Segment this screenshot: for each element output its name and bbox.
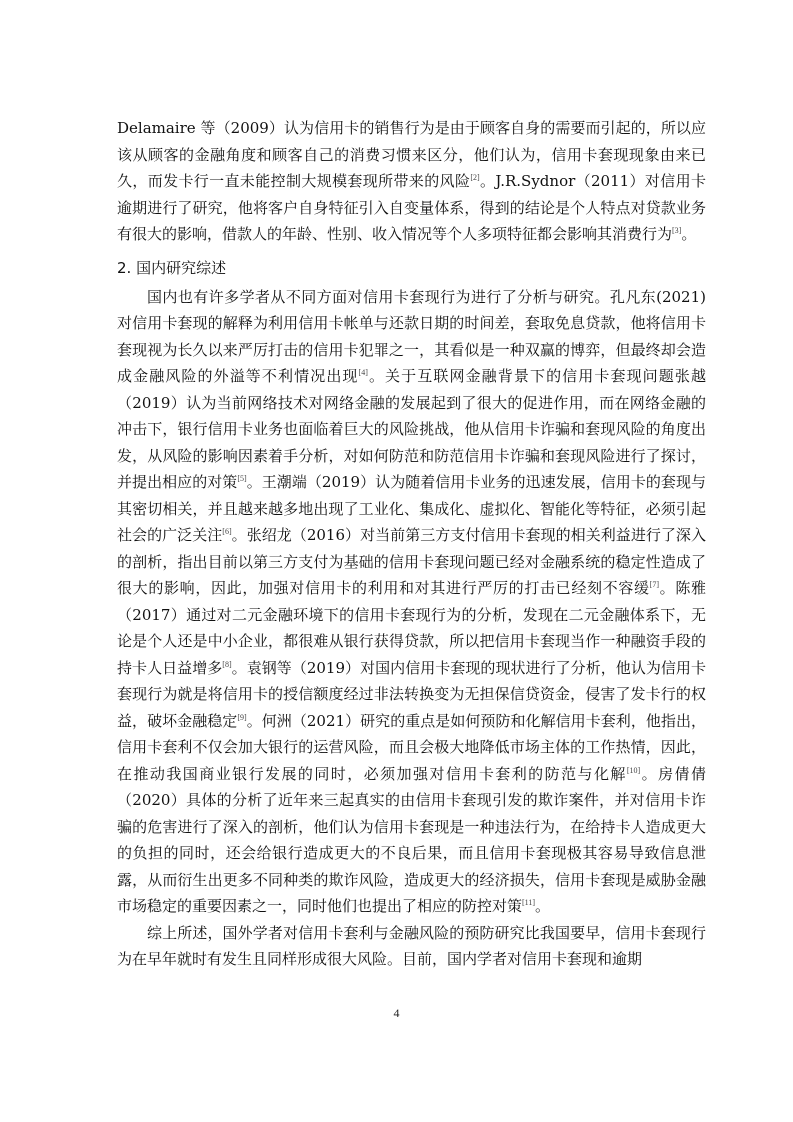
paragraph xyxy=(117,115,706,248)
text-run: 。陈雅（2017）通过对二元金融环境下的信用卡套现行为的分析，发现在二元金融体系下，无论是个人还是中小企业，都很难从银行获得贷款，所以把信用卡套现当作一种融资手段的持卡人日益增多 xyxy=(117,579,706,677)
text-run: 。袁钢等（2019）对国内信用卡套现的现状进行了分析，他认为信用卡套现行为就是将信用卡的授信额度经过非法转换变为无担保信贷资金，侵害了发卡行的权益，破坏金融稳定 xyxy=(117,658,706,730)
text-run: 国内也有许多学者从不同方面对信用卡套现行为进行了分析与研究。孔凡东(2021)对信用卡套现的解释为利用信用卡帐单与还款日期的时间差，套取免息贷款，他将信用卡套现视为长久以来严厉打击的信用卡犯罪之一，其看似是一种双赢的博弈，但最终却会造成金融风险的外溢等不利情况出现 xyxy=(117,287,706,385)
text-run: 。王潮端（2019）认为随着信用卡业务的迅速发展，信用卡的套现与其密切相关，并且越来越多地出现了工业化、集成化、虚拟化、智能化等特征，必须引起社会的广泛关注 xyxy=(117,473,706,544)
citation-ref: [10] xyxy=(626,765,641,775)
text-run: 。何洲（2021）研究的重点是如何预防和化解信用卡套利，他指出，信用卡套利不仅会加大银行的运营风险，而且会极大地降低市场主体的工作热情，因此，在推动我国商业银行发展的同时，必须加强对信用卡套利的防范与化解 xyxy=(117,711,706,783)
citation-ref: [6] xyxy=(222,527,232,536)
page-number: 4 xyxy=(393,1006,400,1020)
citation-ref: [3] xyxy=(672,226,682,235)
text-run: 。房倩倩（2020）具体的分析了近年来三起真实的由信用卡套现引发的欺诈案件，并对信用卡诈骗的危害进行了深入的剖析，他们认为信用卡套现是一种违法行为，在给持卡人造成更大的负担的同时，还会给银行造成更大的不良后果，而且信用卡套现极其容易导致信息泄露，从而衍生出更多不同种类的欺诈风险，造成更大的经济损失，信用卡套现是威胁金融市场稳定的重要因素之一，同时他们也提出了相应的防控对策 xyxy=(117,764,706,915)
body-text xyxy=(117,115,706,973)
citation-ref: [2] xyxy=(470,173,480,182)
citation-ref: [8] xyxy=(222,659,232,669)
text-run: 。张绍龙（2016）对当前第三方支付信用卡套现的相关利益进行了深入的剖析，指出目前以第三方支付为基础的信用卡套现问题已经对金融系统的稳定性造成了很大的影响，因此，加强对信用卡的利用和对其进行严厉的打击已经刻不容缓 xyxy=(117,526,706,597)
text-run: 综上所述，国外学者对信用卡套利与金融风险的预防研究比我国要早，信用卡套现行为在早年就时有发生且同样形成很大风险。目前，国内学者对信用卡套现和逾期 xyxy=(117,923,706,968)
text-run: 。关于互联网金融背景下的信用卡套现问题张越（2019）认为当前网络技术对网络金融的发展起到了很大的促进作用，而在网络金融的冲击下，银行信用卡业务也面临着巨大的风险挑战，他从信用卡诈骗和套现风险的角度出发，从风险的影响因素着手分析，对如何防范和防范信用卡诈骗和套现风险进行了探讨，并提出相应的对策 xyxy=(117,367,706,491)
text-run: 。 xyxy=(535,897,551,915)
text-run: Delamaire 等（2009）认为信用卡的销售行为是由于顾客自身的需要而引起的，所以应该从顾客的金融角度和顾客自己的消费习惯来区分，他们认为，信用卡套现现象由来已久，而发卡行一直未能控制大规模套现所带来的风险 xyxy=(117,119,706,190)
citation-ref: [5] xyxy=(237,474,247,483)
citation-ref: [11] xyxy=(522,898,536,907)
section-heading: 2. 国内研究综述 xyxy=(117,258,227,277)
paragraph xyxy=(117,920,706,973)
citation-ref: [7] xyxy=(649,580,659,589)
citation-ref: [4] xyxy=(358,368,368,377)
citation-ref: [9] xyxy=(237,712,247,722)
paragraph xyxy=(117,284,706,920)
text-run: 。 xyxy=(681,225,697,243)
text-run: 。J.R.Sydnor（2011）对信用卡逾期进行了研究，他将客户自身特征引入自变量体系，得到的结论是个人特点对贷款业务有很大的影响，借款人的年龄、性别、收入情况等个人多项特征都会影响其消费行为 xyxy=(117,172,706,243)
